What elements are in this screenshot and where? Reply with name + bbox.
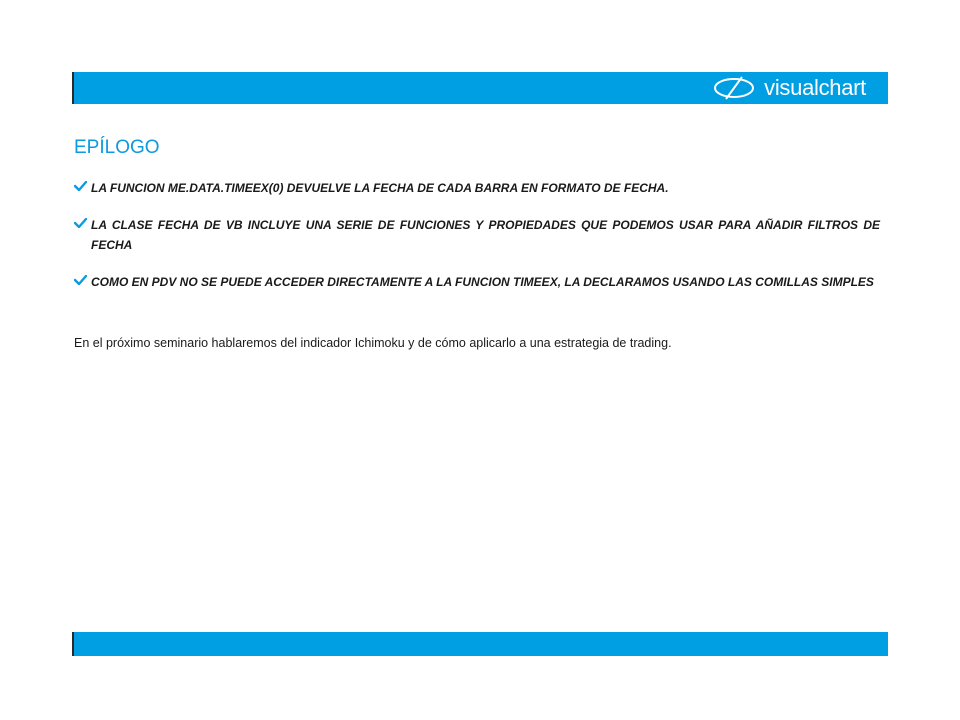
- footer-bar: [72, 632, 888, 656]
- checkmark-icon: [74, 218, 87, 228]
- closing-paragraph: En el próximo seminario hablaremos del indicador Ichimoku y de cómo aplicarlo a una estrategia de trading.: [74, 336, 672, 350]
- brand-logo: [712, 76, 866, 100]
- bullet-item: [74, 215, 880, 255]
- bullet-list: [74, 178, 880, 309]
- bullet-text: LA FUNCION ME.DATA.TIMEEX(0) DEVUELVE LA FECHA DE CADA BARRA EN FORMATO DE FECHA.: [91, 181, 669, 195]
- page-title: EPÍLOGO: [74, 137, 160, 158]
- visualchart-logo-icon: [712, 76, 756, 100]
- bullet-item: [74, 178, 880, 198]
- checkmark-icon: [74, 181, 87, 191]
- brand-name: visualchart: [764, 75, 866, 100]
- bullet-text: LA CLASE FECHA DE VB INCLUYE UNA SERIE DE FUNCIONES Y PROPIEDADES QUE PODEMOS USAR PARA AÑADIR FILTROS DE FECHA: [91, 218, 880, 252]
- header-bar: [72, 72, 888, 104]
- bullet-item: [74, 272, 880, 292]
- bullet-text: COMO EN PDV NO SE PUEDE ACCEDER DIRECTAMENTE A LA FUNCION TIMEEX, LA DECLARAMOS USANDO LAS COMILLAS SIMPLES: [91, 275, 874, 289]
- checkmark-icon: [74, 275, 87, 285]
